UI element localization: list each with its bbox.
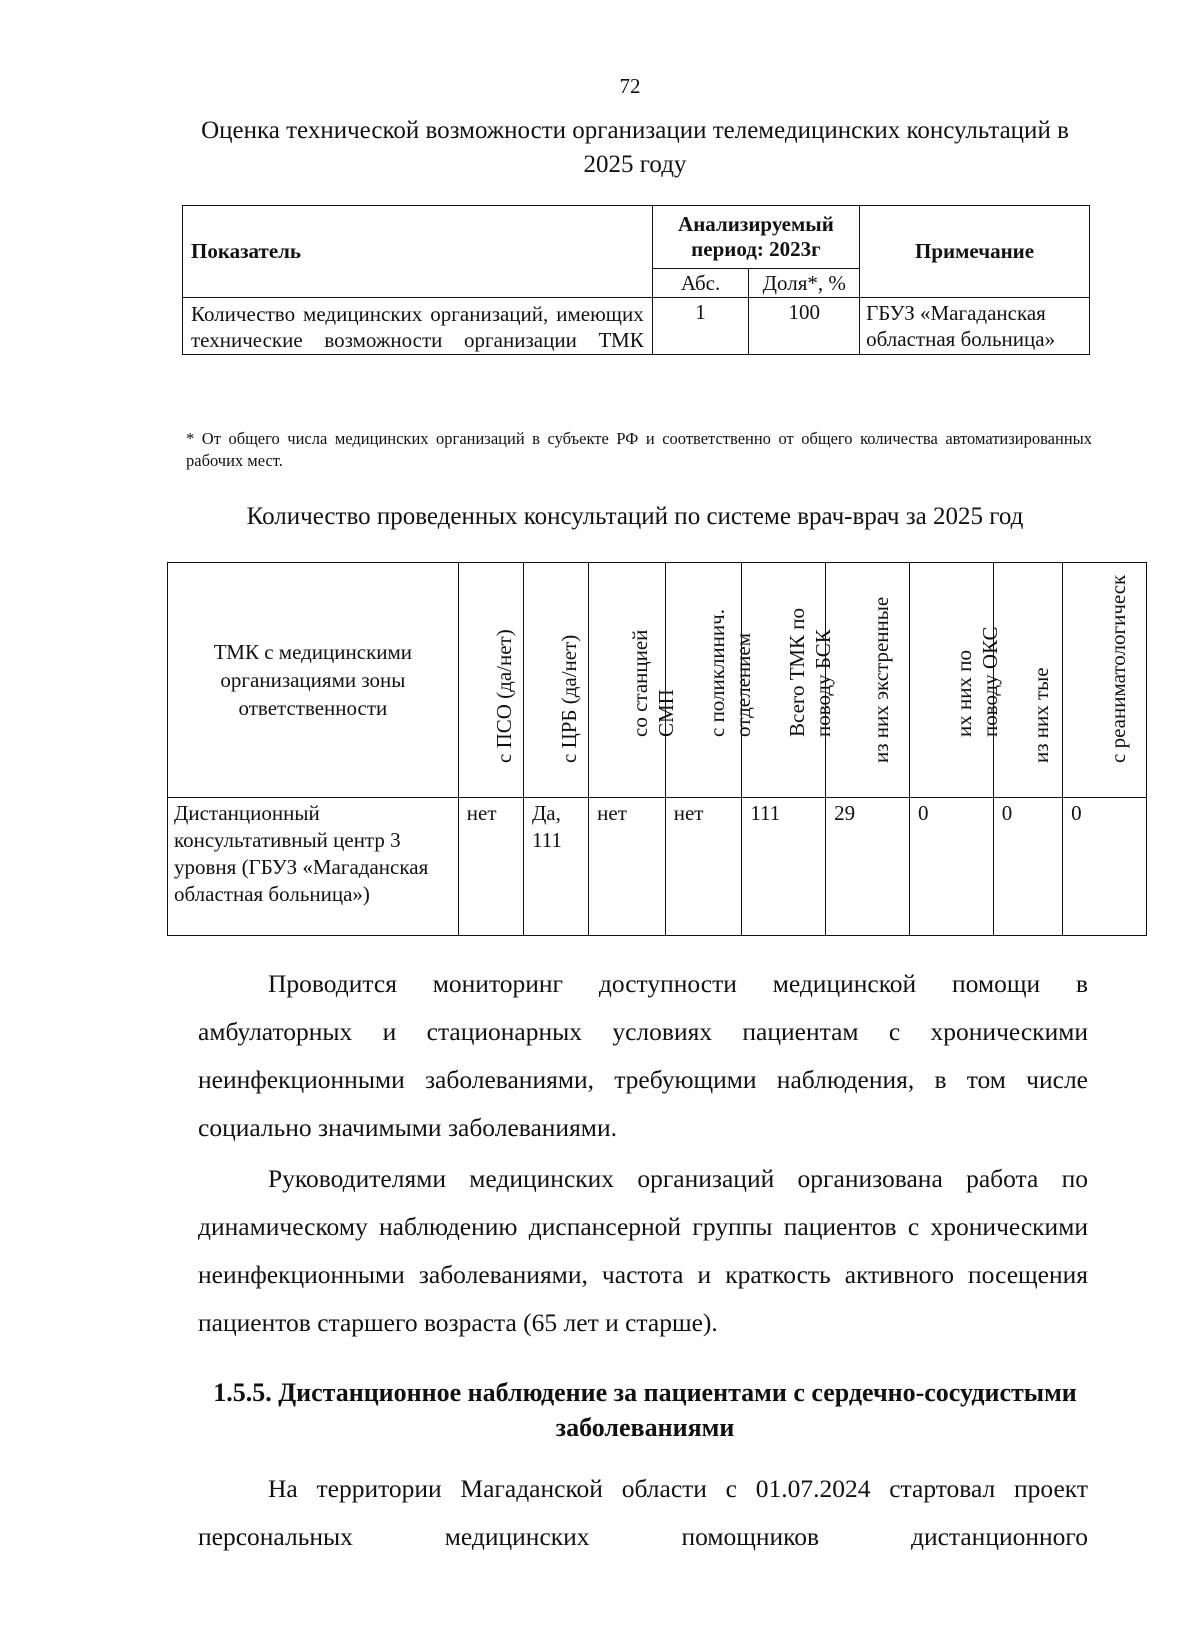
pso-cell: нет	[458, 798, 523, 936]
smp-cell: нет	[589, 798, 666, 936]
paragraph-monitoring: Проводится мониторинг доступности медицинской помощи в амбулаторных и стационарных условиях пациентам с хроническими неинфекционными заболеваниями, требующими наблюдения, в том числе социально значимыми заболеваниями.	[198, 969, 1088, 1142]
smp-header: со станцией СМП	[589, 563, 666, 798]
abs-header: Абс.	[652, 269, 749, 298]
emergency-cell: 29	[826, 798, 910, 936]
crb-header: с ЦРБ (да/нет)	[523, 563, 588, 798]
tmk-header: ТМК с медицинскими организациями зоны ответственности	[168, 563, 459, 798]
paragraph-project: На территории Магаданской области с 01.07.2024 стартовал проект персональных медицинских помощников дистанционного	[198, 1474, 1088, 1551]
section-heading: 1.5.5. Дистанционное наблюдение за пациентами с сердечно-сосудистыми заболеваниями	[213, 1378, 1077, 1442]
tye-header: из них тые	[993, 563, 1062, 798]
share-cell: 100	[749, 298, 860, 355]
indicator-cell: Количество медицинских организаций, имеющих технические возможности организации ТМК	[183, 298, 653, 355]
tmk-cell: Дистанционный консультативный центр 3 уровня (ГБУЗ «Магаданская областная больница»)	[168, 798, 459, 936]
table2-title: Количество проведенных консультаций по системе врач-врач за 2025 год	[246, 503, 1024, 530]
emergency-header: из них экстренные	[826, 563, 910, 798]
tye-cell: 0	[993, 798, 1062, 936]
oks-cell: 0	[909, 798, 993, 936]
share-header: Доля*, %	[749, 269, 860, 298]
crb-cell: Да, 111	[523, 798, 588, 936]
polyclinic-cell: нет	[665, 798, 742, 936]
polyclinic-header: с поликлинич. отделением	[665, 563, 742, 798]
page-number: 72	[619, 74, 641, 98]
oks-header: их них по поводу ОКС	[909, 563, 993, 798]
paragraph-dynamic-observation: Руководителями медицинских организаций организована работа по динамическому наблюдению диспансерной группы пациентов с хроническими неинфекционными заболеваниями, частота и краткость активного посещения пациентов старшего возраста (65 лет и старше).	[198, 1164, 1088, 1337]
table-row	[168, 798, 1147, 936]
total-bsk-header: Всего ТМК по поводу БСК	[742, 563, 826, 798]
table1-title: Оценка технической возможности организации телемедицинских консультаций в 2025 году	[201, 117, 1069, 178]
abs-cell: 1	[652, 298, 749, 355]
tech-capability-table	[182, 205, 1090, 355]
total-bsk-cell: 111	[742, 798, 826, 936]
resuscitation-header: с реаниматологическ	[1063, 563, 1147, 798]
indicator-header: Показатель	[183, 206, 653, 298]
pso-header: с ПСО (да/нет)	[458, 563, 523, 798]
consultations-table	[167, 562, 1147, 936]
footnote: * От общего числа медицинских организаций в субъекте РФ и соответственно от общего количества автоматизированных рабочих мест.	[186, 429, 1092, 470]
note-header: Примечание	[860, 206, 1090, 298]
table-row	[183, 298, 1090, 355]
resuscitation-cell: 0	[1063, 798, 1147, 936]
period-header: Анализируемый период: 2023г	[652, 206, 859, 269]
note-cell: ГБУЗ «Магаданская областная больница»	[860, 298, 1090, 355]
